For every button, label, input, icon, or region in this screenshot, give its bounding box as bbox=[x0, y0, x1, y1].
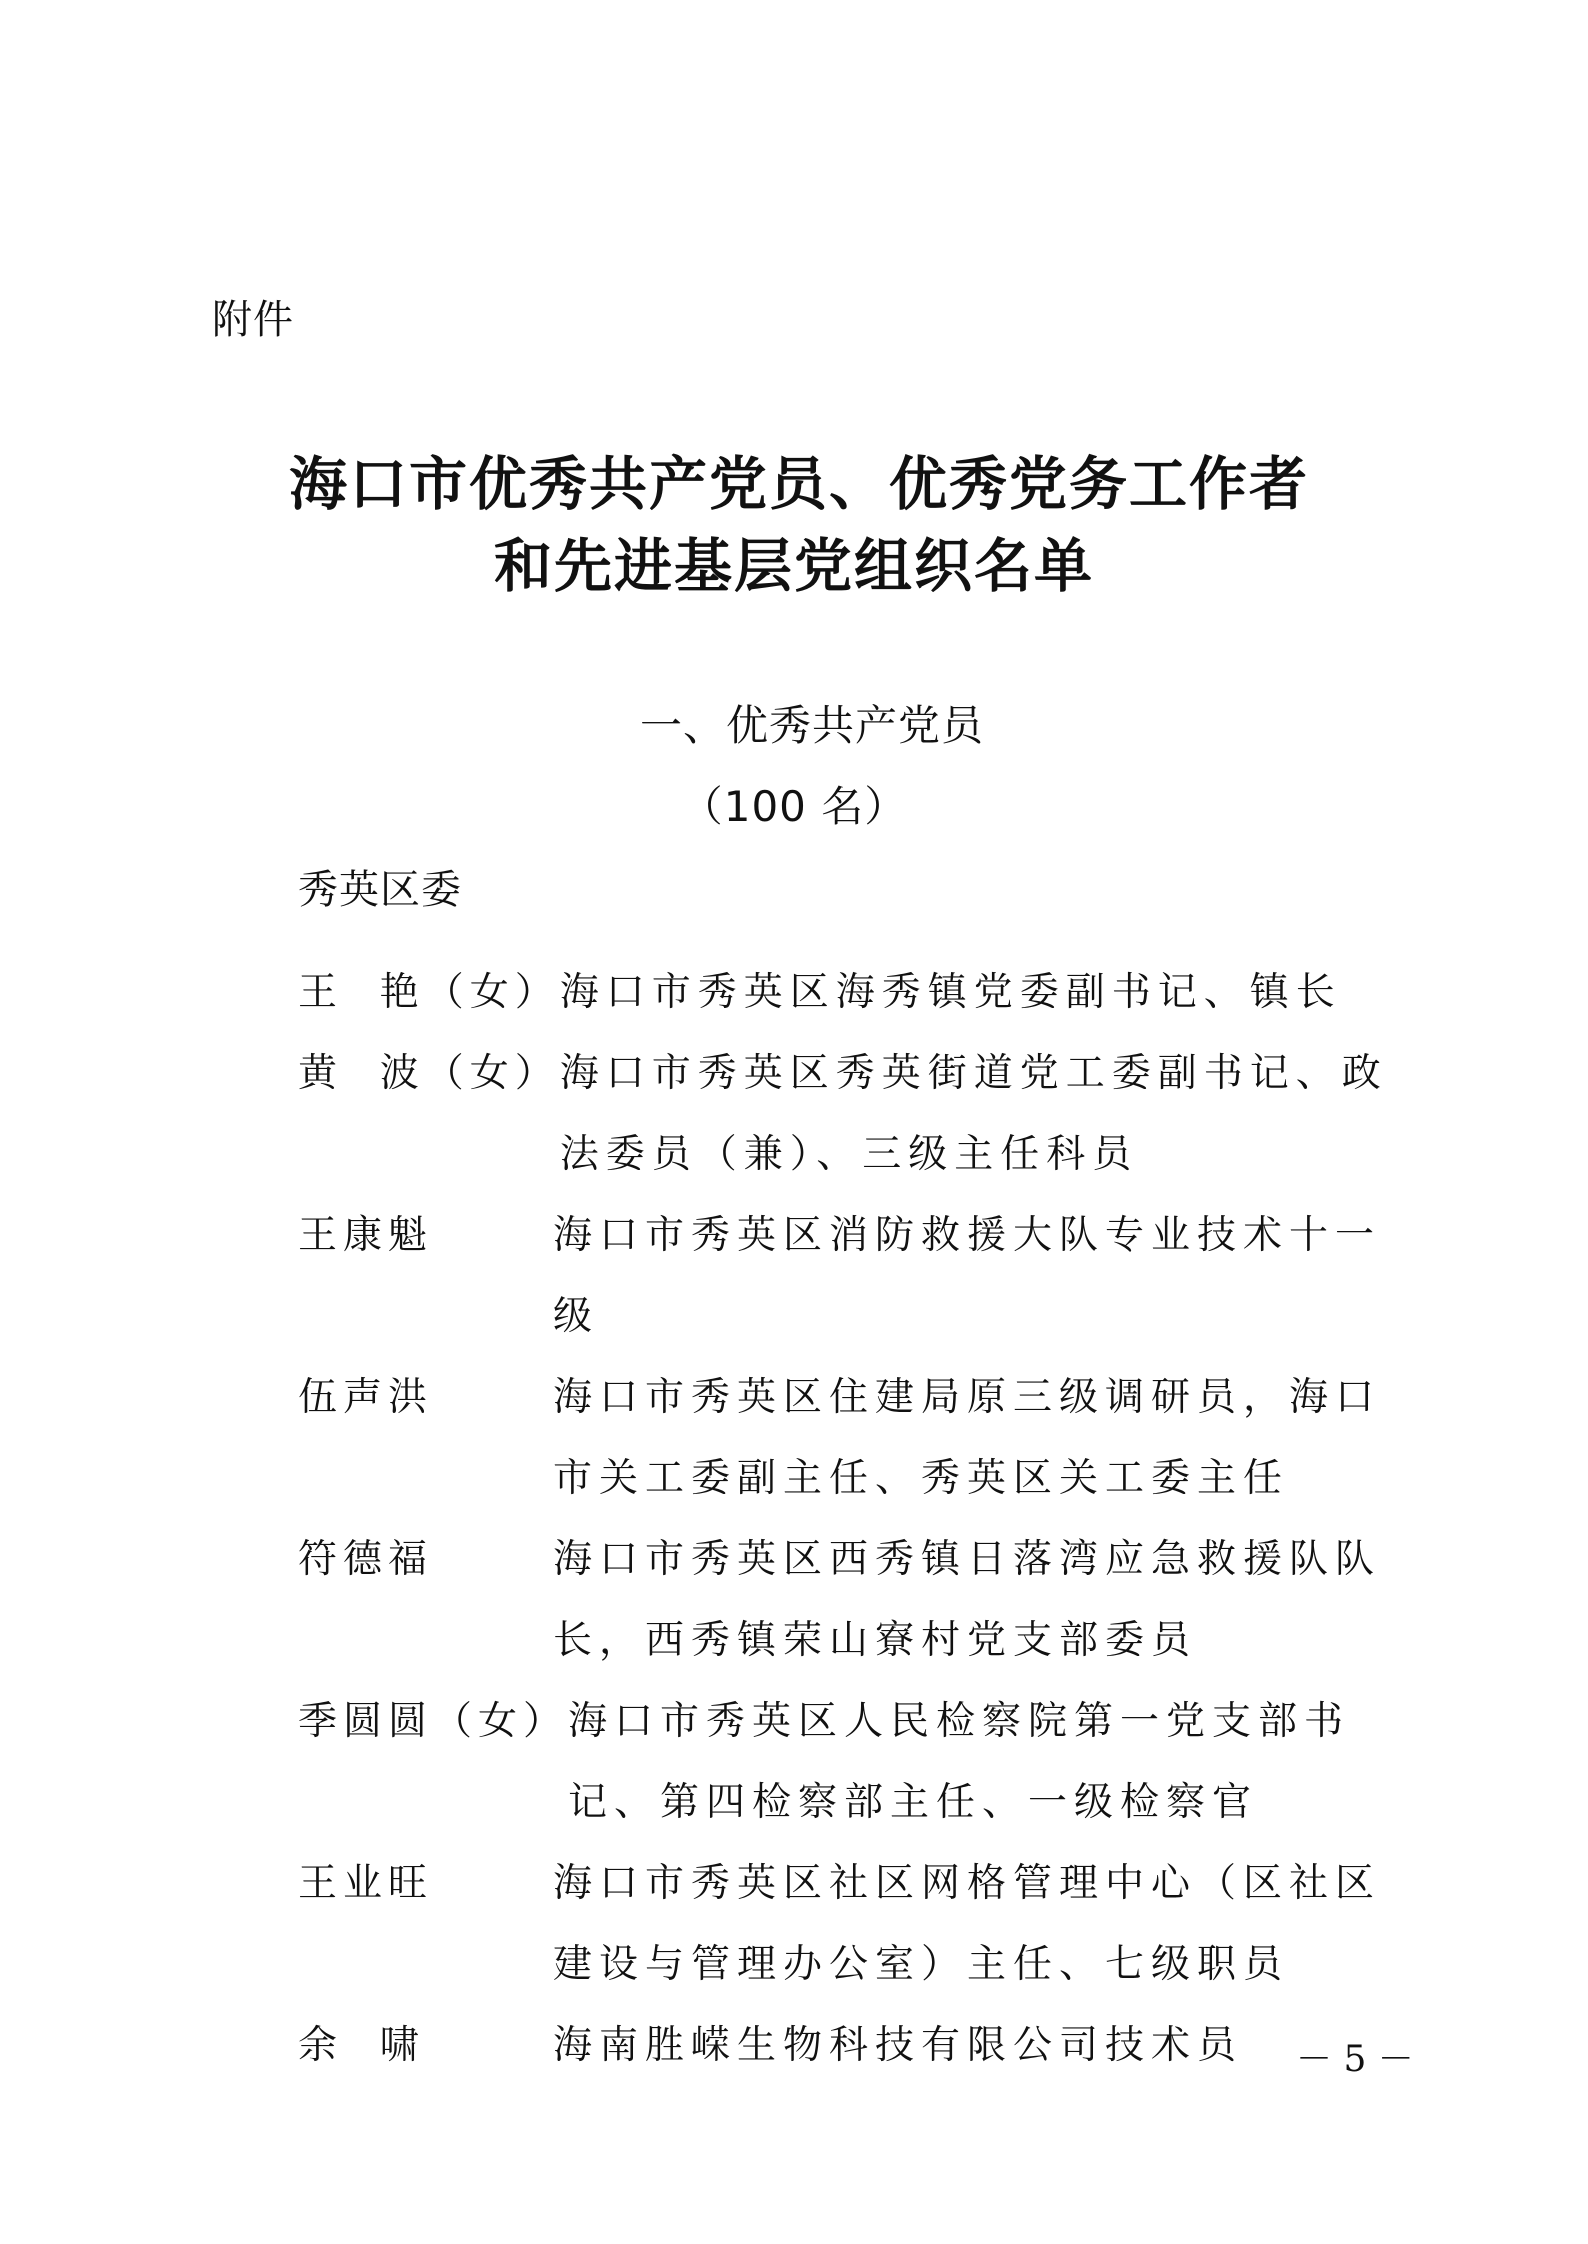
honoree-name: 季圆圆（女） bbox=[298, 1699, 569, 1744]
list-item bbox=[298, 1843, 1408, 2005]
honoree-name: 王业旺 bbox=[298, 1861, 434, 1906]
list-item bbox=[298, 1681, 1408, 1843]
document-title-line-1: 海口市优秀共产党员、优秀党务工作者 bbox=[288, 450, 1309, 518]
list-item bbox=[298, 2005, 1408, 2086]
section-heading: 一、优秀共产党员 bbox=[639, 701, 984, 750]
honoree-position: 海口市秀英区消防救援大队专业技术十一级 bbox=[553, 1213, 1382, 1339]
document-title-line-2: 和先进基层党组织名单 bbox=[493, 532, 1094, 600]
group-heading: 秀英区委 bbox=[298, 867, 462, 913]
honoree-position: 海口市秀英区海秀镇党委副书记、镇长 bbox=[559, 970, 1342, 1015]
honoree-name: 黄 波（女） bbox=[298, 1051, 560, 1096]
honoree-list bbox=[298, 952, 1408, 2086]
list-item bbox=[298, 1195, 1408, 1357]
list-item bbox=[298, 1519, 1408, 1681]
honoree-position: 海口市秀英区西秀镇日落湾应急救援队队长，西秀镇荣山寮村党支部委员 bbox=[553, 1537, 1382, 1663]
list-item bbox=[298, 1357, 1408, 1519]
honoree-name: 王 艳（女） bbox=[298, 970, 560, 1015]
honoree-position: 海南胜嵘生物科技有限公司技术员 bbox=[553, 2023, 1244, 2068]
page-number: － 5 － bbox=[1296, 2039, 1414, 2080]
honoree-position: 海口市秀英区秀英街道党工委副书记、政法委员（兼）、三级主任科员 bbox=[559, 1051, 1388, 1177]
attachment-label: 附件 bbox=[212, 297, 294, 343]
section-count: （100 名） bbox=[680, 782, 908, 831]
honoree-name: 伍声洪 bbox=[298, 1375, 434, 1420]
honoree-position: 海口市秀英区社区网格管理中心（区社区建设与管理办公室）主任、七级职员 bbox=[553, 1861, 1382, 1987]
list-item bbox=[298, 1033, 1408, 1195]
honoree-name: 符德福 bbox=[298, 1537, 434, 1582]
list-item bbox=[298, 952, 1408, 1033]
honoree-name: 王康魁 bbox=[298, 1213, 434, 1258]
honoree-name: 余 啸 bbox=[298, 2023, 425, 2068]
honoree-position: 海口市秀英区人民检察院第一党支部书记、第四检察部主任、一级检察官 bbox=[568, 1699, 1351, 1825]
honoree-position: 海口市秀英区住建局原三级调研员，海口市关工委副主任、秀英区关工委主任 bbox=[553, 1375, 1382, 1501]
